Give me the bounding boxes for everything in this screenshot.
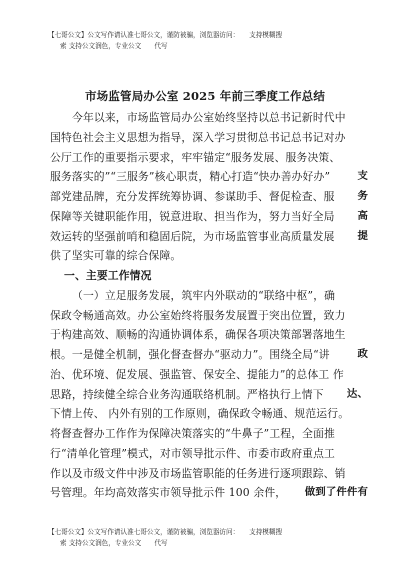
body-line	[50, 464, 368, 484]
body-line-text: 部党建品牌，充分发挥统筹协调、参谋助手、督促检查、服	[50, 190, 335, 203]
body-line	[50, 404, 368, 424]
document-title: 市场监管局办公室 2025 年前三季度工作总结	[84, 89, 326, 103]
body-line	[50, 128, 368, 148]
body-line-tail: 支	[357, 170, 368, 183]
body-line-text: 今年以来，市场监管局办公室始终坚持以总书记新时代中	[72, 111, 346, 124]
body-line	[50, 246, 368, 266]
body-line-text: 于构建高效、顺畅的沟通协调体系，确保各项决策部署落地生	[50, 328, 346, 342]
body-line	[50, 365, 368, 385]
body-line-text: 服务落实的”“三服务”核心职责，精心打造“快办善办好办”	[50, 170, 331, 184]
body-line-text: 行“清单化管理”模式，对市领导批示件、市委市政府重点工	[50, 446, 336, 460]
body-line-text: （一）立足服务发展，筑牢内外联动的“联络中枢”，确	[72, 288, 336, 302]
body-line	[50, 207, 368, 227]
body-line-tail: 政	[357, 348, 368, 360]
body-line-text: 治、优环境、促发展、强监管、保安全、提能力”的总体工 作	[50, 367, 344, 381]
header-banner	[48, 30, 378, 52]
body-line	[50, 345, 368, 365]
body-line-text: 一、主要工作情况	[64, 269, 152, 282]
body-line	[50, 325, 368, 345]
body-line-text: 保障等关键职能作用，锐意进取、担当作为，努力当好全局	[50, 209, 335, 223]
body-line-tail: 达、	[346, 387, 368, 400]
body-line	[50, 483, 368, 503]
body-line	[50, 424, 368, 444]
body-line	[50, 148, 368, 168]
body-line-text: 思路，持续健全综合业务沟通联络机制。严格执行上情下	[50, 387, 324, 401]
body-line-text: 将督查督办工作作为保障决策落实的“牛鼻子”工程，全面推	[50, 427, 336, 440]
document-body	[50, 108, 368, 503]
body-line-text: 效运转的坚强前哨和稳固后院，为市场监管事业高质量发展	[50, 229, 335, 243]
body-line	[50, 306, 368, 326]
body-line-text: 下情上传、 内外有别的工作原则，确保政令畅通、规范运行。	[50, 407, 350, 421]
body-line-text: 根。一是健全机制，强化督查督办“驱动力”。围绕全局“讲	[50, 348, 330, 361]
body-line-text: 作以及市级文件中涉及市场监管职能的任务进行逐项跟踪、销	[50, 466, 346, 480]
body-line	[50, 385, 368, 405]
body-line	[50, 286, 368, 306]
body-line-text: 公厅工作的重要指示要求，牢牢锚定“服务发展、服务决策、	[50, 150, 341, 164]
body-line-tail: 高	[357, 209, 368, 222]
body-line-text: 国特色社会主义思想为指导，深入学习贯彻总书记总书记对办	[50, 130, 346, 144]
footer-banner	[48, 527, 378, 549]
body-line	[50, 187, 368, 207]
body-line-tail: 提	[357, 229, 368, 242]
body-line-text: 号管理。年均高效落实市领导批示件 100 余件，	[50, 486, 287, 500]
body-line-text: 保政令畅通高效。办公室始终将服务发展置于突出位置，致力	[50, 308, 346, 322]
section-heading	[50, 266, 368, 286]
body-line	[50, 108, 368, 128]
footer-banner-line: 【七哥公文】公文写作请认准七哥公文，谨防被骗，浏览器访问： 支持模糊搜	[48, 528, 283, 536]
body-line-tail: 务	[357, 190, 368, 202]
body-line	[50, 167, 368, 187]
body-line	[50, 444, 368, 464]
body-line-text: 供了坚实可靠的综合保障。	[50, 249, 182, 263]
body-line-tail: 做到了件件有	[304, 486, 368, 499]
footer-banner-line: 索 支持公文润色，专业公文 代写	[60, 539, 168, 547]
body-line	[50, 227, 368, 247]
header-banner-line: 索 支持公文润色，专业公文 代写	[60, 42, 168, 50]
header-banner-line: 【七哥公文】公文写作请认准七哥公文，谨防被骗，浏览器访问： 支持模糊搜	[48, 31, 283, 39]
